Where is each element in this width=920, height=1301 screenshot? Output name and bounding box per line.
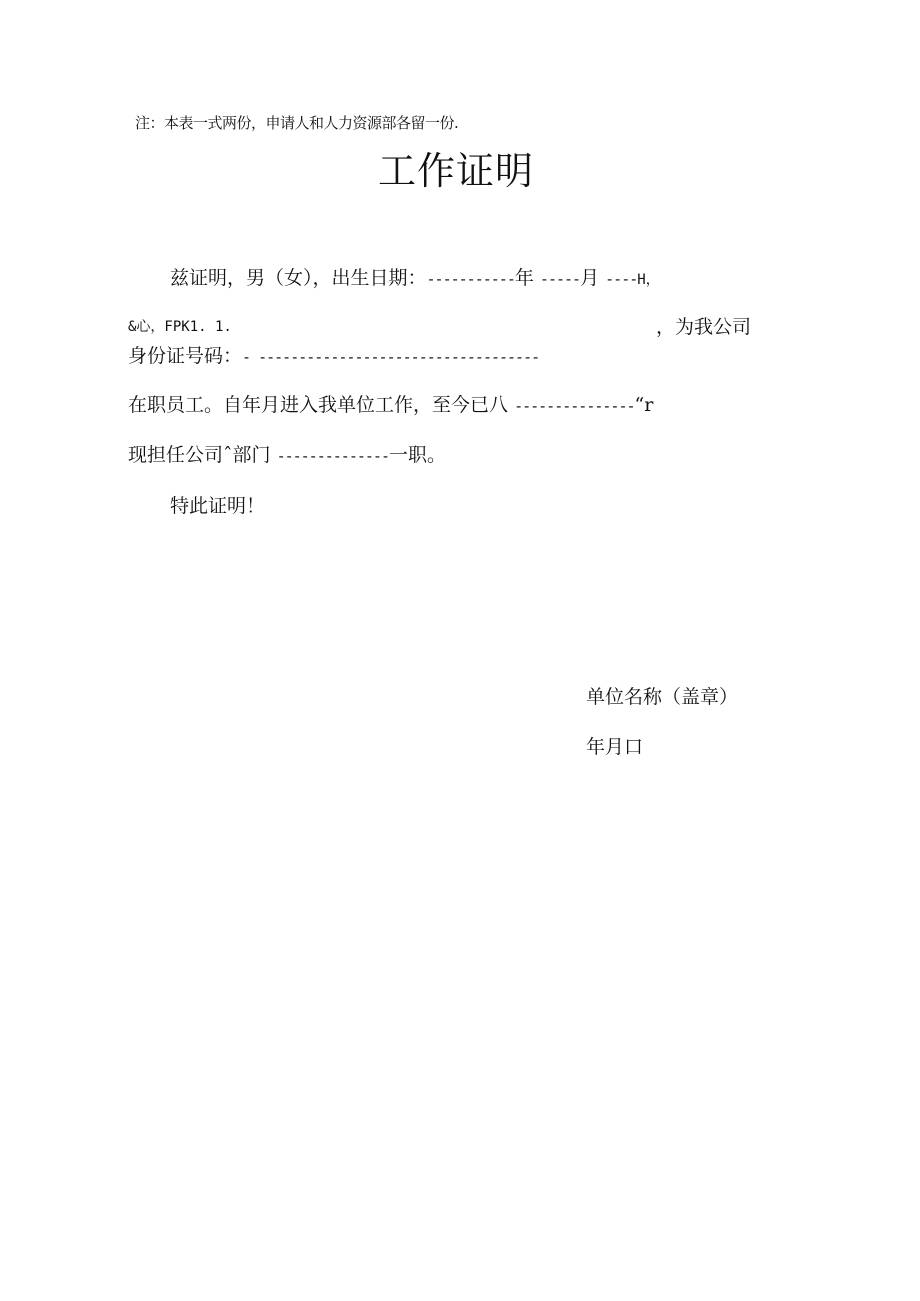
position-tail: 一职。 xyxy=(389,444,447,466)
year-blank: ----------- xyxy=(426,270,515,288)
unit-name-seal: 单位名称（盖章） xyxy=(586,686,739,708)
signature-date: 年月口 xyxy=(586,736,644,758)
month-label: 月 xyxy=(580,267,600,289)
company-suffix: ，为我公司 xyxy=(656,316,752,338)
intro-line xyxy=(170,263,660,290)
form-note: 注：本表一式两份，申请人和人力资源部各留一份. xyxy=(135,114,459,132)
day-label: H， xyxy=(637,272,660,288)
employment-line xyxy=(128,390,653,417)
employment-blank: --------------- xyxy=(514,397,635,415)
intro-text: 兹证明，男（女），出生日期： xyxy=(170,267,427,289)
position-text: 现担任公司ˆ部门 xyxy=(128,444,271,466)
id-number-label: 身份证号码： xyxy=(128,345,243,367)
id-number-line xyxy=(128,341,539,368)
day-blank: ---- xyxy=(605,270,638,288)
document-title: 工作证明 xyxy=(378,149,535,193)
month-blank: ----- xyxy=(539,270,581,288)
position-line xyxy=(128,440,446,467)
garbled-text: &心，FPK1. 1. xyxy=(128,319,232,335)
employment-text: 在职员工。自年月进入我单位工作，至今已八 xyxy=(128,394,509,416)
id-number-blank: - ----------------------------------- xyxy=(242,348,540,366)
employment-tail: “r xyxy=(634,394,654,416)
position-blank: -------------- xyxy=(276,447,389,465)
closing-text: 特此证明！ xyxy=(170,495,266,517)
year-label: 年 xyxy=(514,267,534,289)
